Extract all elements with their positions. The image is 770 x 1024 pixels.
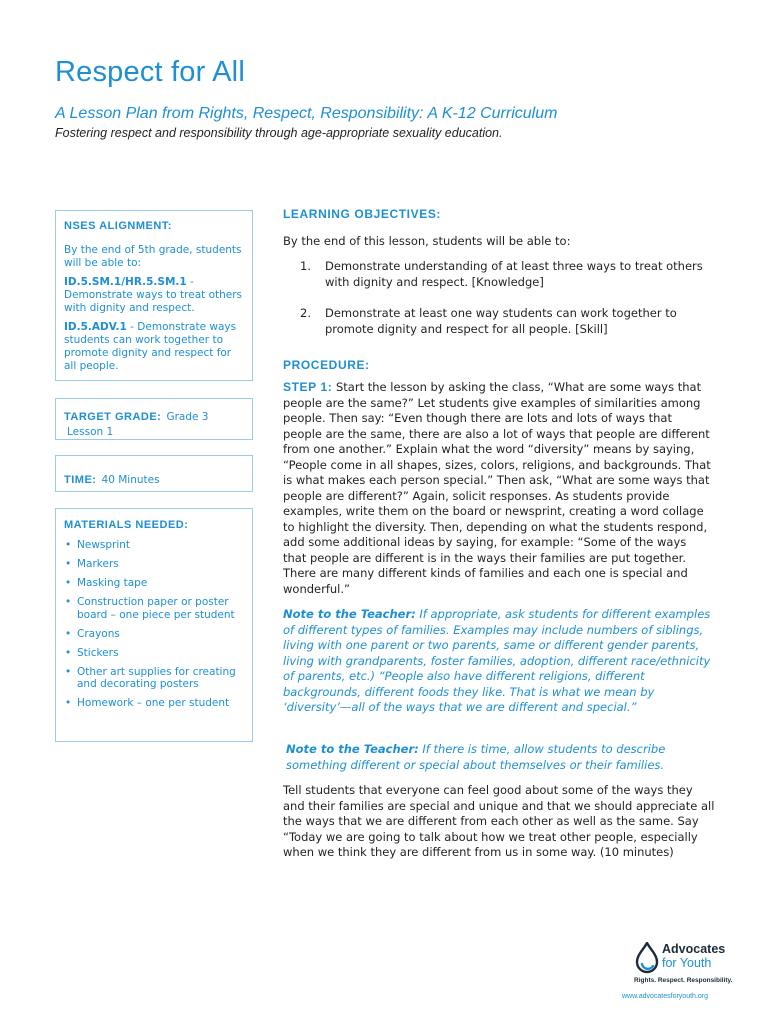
procedure-closing: Tell students that everyone can feel good about some of the ways they and their families are special and unique and that we should appreciate all the ways that we are different from each other as well as the same. Say “Today we are going to talk about how we treat other people, especially when we think they are different from us in some way. (10 minutes) [283, 783, 715, 859]
page-title: Respect for All [55, 56, 245, 88]
nses-standard-1-code: ID.5.SM.1/HR.5.SM.1 [64, 276, 187, 288]
objective-text: Demonstrate at least one way students can work together to promote dignity and respect for all people. [Skill] [325, 306, 677, 336]
nses-standard-1-text: - Demonstrate ways to treat others with dignity and respect. [64, 276, 243, 314]
procedure-heading: PROCEDURE: [283, 358, 370, 372]
materials-heading: MATERIALS NEEDED: [64, 519, 189, 531]
list-item: • Masking tape [65, 577, 148, 589]
teacher-note-2-label: Note to the Teacher: [286, 742, 419, 756]
list-item: • Other art supplies for creating and decorating posters [65, 665, 236, 690]
procedure-step-1 [283, 380, 713, 597]
teacher-note-1-label: Note to the Teacher: [283, 607, 416, 621]
nses-standard-2-code: ID.5.ADV.1 [64, 321, 127, 333]
objectives-intro: By the end of this lesson, students will be able to: [283, 234, 571, 248]
page-subtitle: A Lesson Plan from Rights, Respect, Responsibility: A K-12 Curriculum [55, 105, 558, 122]
logo-wordmark [662, 942, 725, 970]
list-item: • Stickers [65, 646, 119, 659]
teacher-note-1 [283, 607, 720, 716]
step-1-text: Start the lesson by asking the class, “What are some ways that people are the same?” Let students give examples of similarities among people. Then say: “Even though there are lots and lots of ways that people are the same, there are also a lot of ways that people are different from one another.” Explain what the word “diversity” means by saying, “People come in all shapes, sizes, colors, religions, and backgrounds. That is what makes each person special.” Then ask, “What are some ways that people are different?” Again, solicit responses. As students provide examples, write them on the board or newsprint, creating a word collage to highlight the diversity. Then, depending on what the students respond, add some additional ideas by saying, for example: “Some of the ways that people are different is in the ways their families are put together. There are many different kinds of families and each one is special and wonderful.” [283, 380, 711, 596]
page-tagline: Fostering respect and responsibility through age-appropriate sexuality education. [55, 126, 503, 140]
nses-heading: NSES ALIGNMENT: [64, 220, 172, 232]
objective-item-2 [300, 306, 720, 337]
time-label: TIME: [64, 474, 97, 486]
list-item: • Markers [65, 558, 119, 570]
teacher-note-2 [286, 742, 716, 773]
nses-intro: By the end of 5th grade, students will be able to: [64, 244, 242, 269]
water-drop-icon [634, 942, 660, 974]
objective-number: 2. [300, 306, 311, 320]
logo-tagline: Rights. Respect. Responsibility. [634, 977, 733, 984]
list-item: • Construction paper or poster board – one piece per student [65, 596, 235, 621]
materials-box [55, 508, 253, 742]
list-item: • Homework – one per student [65, 697, 230, 709]
nses-standard-2-text: - Demonstrate ways students can work together to promote dignity and respect for all people. [64, 321, 237, 372]
list-item: • Crayons [65, 627, 120, 640]
target-grade-box [55, 398, 253, 440]
nses-alignment-box [55, 210, 253, 381]
step-1-label: STEP 1: [283, 380, 333, 394]
target-grade-value: Grade 3 [166, 411, 209, 423]
list-item: • Newsprint [65, 539, 131, 551]
target-grade-label: TARGET GRADE: [64, 411, 162, 423]
logo-line-1: Advocates [662, 942, 726, 956]
nses-standard-1 [64, 276, 244, 315]
logo-line-2: for Youth [662, 956, 712, 970]
teacher-note-1-text: If appropriate, ask students for different examples of different types of families. Examples may include numbers of siblings, living with one parent or two parents, same or different gender parents, living with grandparents, foster families, adoption, different race/ethnicity of parents, etc.) “People also have different religions, different backgrounds, different foods they like. That is what we mean by ‘diversity’—all of the ways that we are different and special.” [283, 607, 711, 714]
footer-url[interactable]: www.advocatesforyouth.org [622, 993, 708, 1000]
nses-standard-2 [64, 321, 244, 373]
target-lesson: Lesson 1 [67, 426, 114, 438]
objective-item-1 [300, 259, 720, 290]
time-box [55, 455, 253, 492]
objective-number: 1. [300, 259, 311, 273]
advocates-for-youth-logo [634, 942, 744, 992]
time-value: 40 Minutes [101, 474, 160, 486]
teacher-note-2-text: If there is time, allow students to describe something different or special about themselves or their families. [286, 742, 666, 772]
objectives-heading: LEARNING OBJECTIVES: [283, 207, 442, 221]
objective-text: Demonstrate understanding of at least three ways to treat others with dignity and respect. [Knowledge] [325, 259, 703, 289]
materials-list [64, 539, 244, 710]
